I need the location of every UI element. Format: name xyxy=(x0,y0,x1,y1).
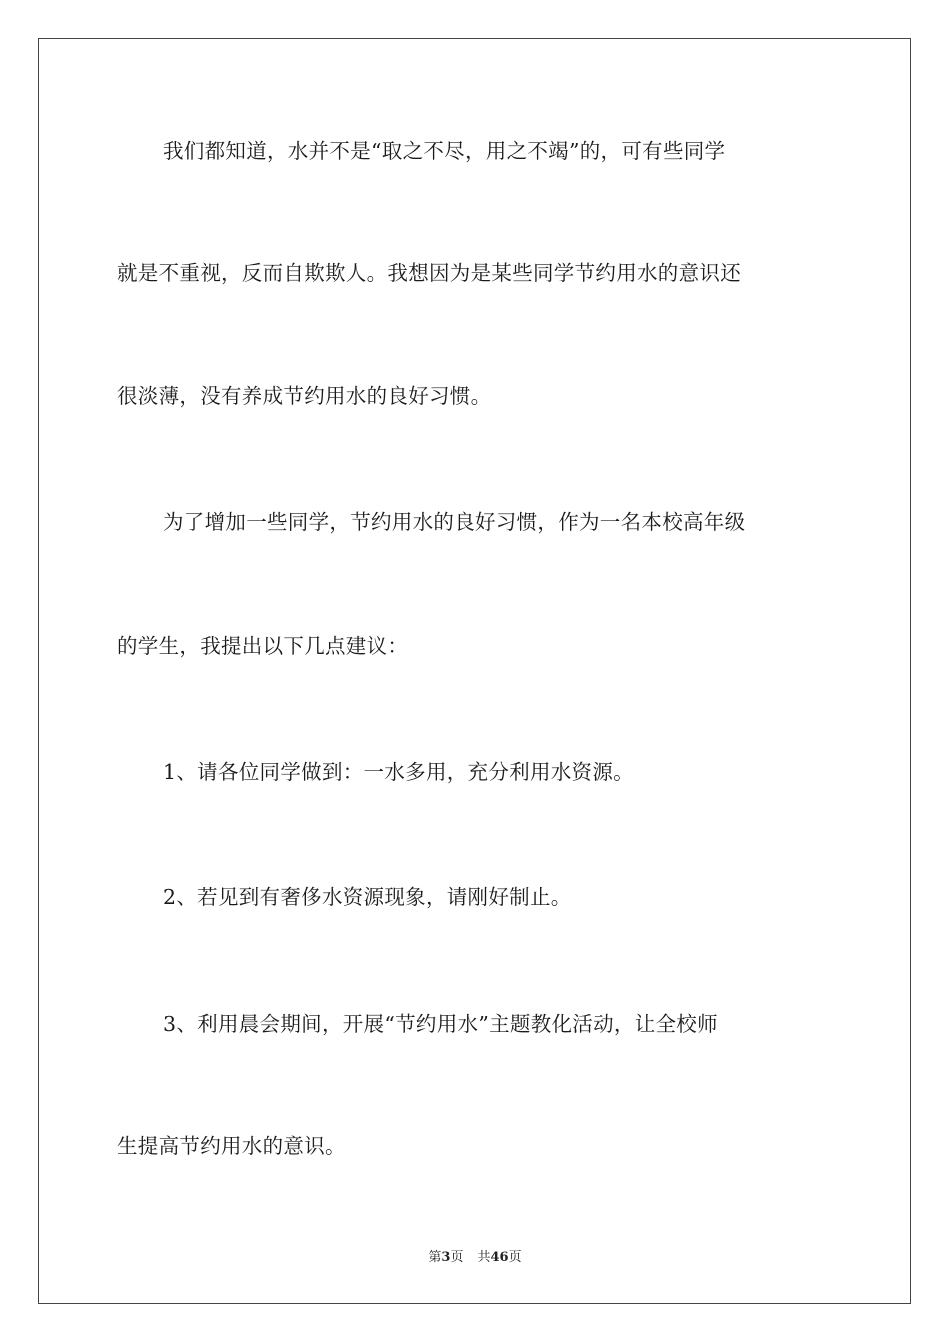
paragraph-line: 的学生，我提出以下几点建议： xyxy=(117,634,409,658)
page-suffix: 页 xyxy=(450,1250,464,1265)
paragraph-line: 为了增加一些同学，节约用水的良好习惯，作为一名本校高年级 xyxy=(163,510,746,534)
page-border xyxy=(38,38,911,1304)
paragraph-line: 就是不重视，反而自欺欺人。我想因为是某些同学节约用水的意识还 xyxy=(117,261,741,285)
list-item: 2、若见到有奢侈水资源现象，请刚好制止。 xyxy=(163,885,572,909)
list-item: 3、利用晨会期间，开展“节约用水”主题教化活动，让全校师 xyxy=(163,1012,718,1036)
paragraph-line: 很淡薄，没有养成节约用水的良好习惯。 xyxy=(117,384,492,408)
page-number: 3 xyxy=(441,1250,451,1265)
page-prefix: 第 xyxy=(428,1250,442,1265)
page-footer xyxy=(0,1250,950,1266)
total-pages: 46 xyxy=(490,1250,509,1265)
total-suffix: 页 xyxy=(508,1250,522,1265)
total-prefix: 共 xyxy=(477,1250,491,1265)
list-item: 1、请各位同学做到：一水多用，充分利用水资源。 xyxy=(163,760,634,784)
paragraph-line: 生提高节约用水的意识。 xyxy=(117,1134,346,1158)
paragraph-line: 我们都知道，水并不是“取之不尽，用之不竭”的，可有些同学 xyxy=(163,139,726,163)
